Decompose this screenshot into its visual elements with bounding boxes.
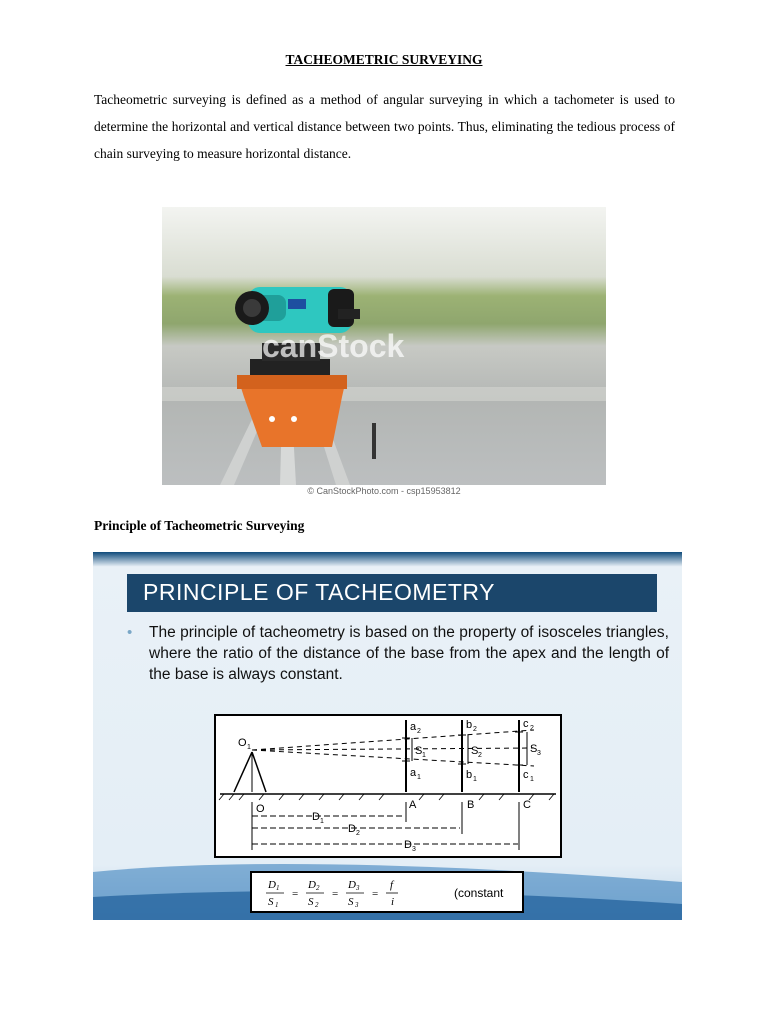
label-d1: D xyxy=(312,811,320,823)
label-a1: a xyxy=(410,767,417,779)
slide-title: PRINCIPLE OF TACHEOMETRY xyxy=(143,579,495,605)
formula-eq-2: = xyxy=(332,888,339,900)
photo-watermark: canStock xyxy=(262,328,405,364)
label-d3-sub: 3 xyxy=(412,846,416,853)
label-b: B xyxy=(467,799,475,811)
label-o: O xyxy=(256,803,265,815)
formula-f: f xyxy=(390,879,394,891)
label-d1-sub: 1 xyxy=(320,818,324,825)
section-heading: Principle of Tacheometric Surveying xyxy=(94,518,305,533)
photo-credit: © CanStockPhoto.com - csp15953812 xyxy=(307,486,461,496)
label-d2: D xyxy=(348,823,356,835)
slide-bullet-text xyxy=(127,622,669,685)
label-d3: D xyxy=(404,839,412,851)
principle-slide xyxy=(93,552,682,920)
label-s1-sub: 1 xyxy=(422,752,426,759)
formula-eq-3: = xyxy=(372,888,379,900)
label-a: A xyxy=(409,799,417,811)
label-s1: S xyxy=(415,745,423,757)
surveying-instrument-photo xyxy=(162,207,606,485)
label-b2: b xyxy=(466,719,473,731)
label-a2: a xyxy=(410,721,417,733)
label-c2-sub: 2 xyxy=(530,725,534,732)
slide-bullet-content: The principle of tacheometry is based on the property of isosceles triangles, where the ratio of the distance of the base from the apex and the length of the base is always constant. xyxy=(149,624,669,683)
formula-s2-sub: 2 xyxy=(315,901,319,909)
bullet-dot-icon: • xyxy=(127,624,133,641)
label-o1: O xyxy=(238,737,247,749)
instrument-photo-illustration xyxy=(162,207,606,485)
label-a2-sub: 2 xyxy=(417,728,421,735)
tacheometry-diagram-drawing xyxy=(216,716,560,856)
label-b1: b xyxy=(466,769,473,781)
page-title: TACHEOMETRIC SURVEYING xyxy=(285,52,483,67)
label-s3: S xyxy=(530,743,538,755)
formula-s1-sub: 1 xyxy=(275,901,279,909)
tacheometry-diagram xyxy=(214,714,562,858)
formula-i: i xyxy=(391,896,395,908)
intro-paragraph: Tacheometric surveying is defined as a method of angular surveying in which a tachometer is used to determine the horizontal and vertical distance between two points. Thus, eliminating the tedious process of chain surveying to measure horizontal distance. xyxy=(94,92,675,161)
formula-d2: D xyxy=(308,879,316,891)
label-a1-sub: 1 xyxy=(417,774,421,781)
formula-d1-sub: 1 xyxy=(276,884,280,892)
label-c1: c xyxy=(523,769,529,781)
formula-s2: S xyxy=(308,896,314,908)
slide-title-bar xyxy=(127,574,657,612)
formula-d3-sub: 3 xyxy=(356,884,360,892)
label-o1-sub: 1 xyxy=(247,744,251,751)
formula-eq-1: = xyxy=(292,888,299,900)
label-b2-sub: 2 xyxy=(473,726,477,733)
label-d2-sub: 2 xyxy=(356,830,360,837)
formula-d2-sub: 2 xyxy=(316,884,320,892)
label-c: C xyxy=(523,799,531,811)
label-s2: S xyxy=(471,745,479,757)
formula-d3: D xyxy=(348,879,356,891)
formula-s3-sub: 3 xyxy=(355,901,359,909)
ratio-formula xyxy=(250,871,524,913)
label-s2-sub: 2 xyxy=(478,752,482,759)
formula-s1: S xyxy=(268,896,274,908)
label-c2: c xyxy=(523,718,529,730)
formula-s3: S xyxy=(348,896,354,908)
label-b1-sub: 1 xyxy=(473,776,477,783)
ratio-formula-drawing xyxy=(252,873,522,911)
formula-constant: (constant xyxy=(454,886,504,900)
label-s3-sub: 3 xyxy=(537,750,541,757)
formula-d1: D xyxy=(268,879,276,891)
label-c1-sub: 1 xyxy=(530,776,534,783)
